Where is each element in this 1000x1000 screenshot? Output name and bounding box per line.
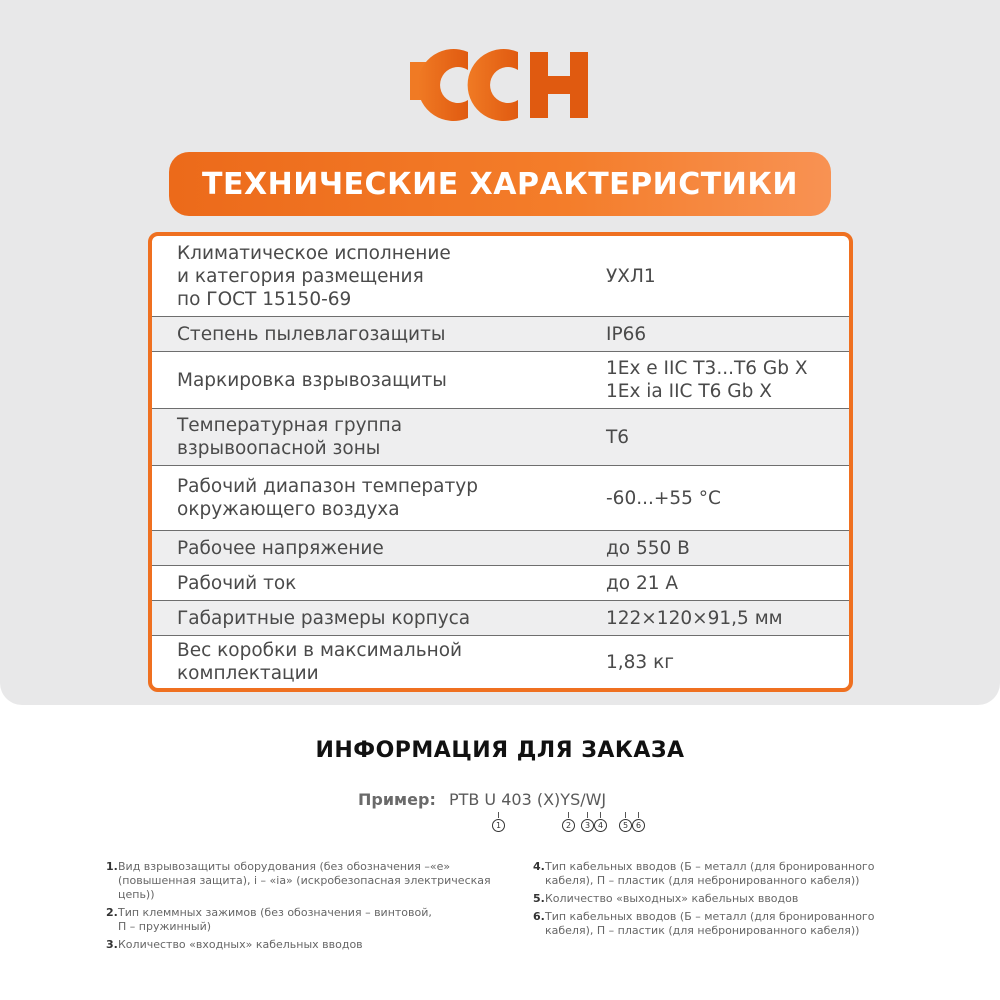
note-number: 3.	[106, 938, 118, 951]
marker-number: 1	[492, 819, 505, 832]
code-marker	[619, 812, 631, 832]
spec-value: 1,83 кг	[606, 651, 674, 673]
cci-logo	[410, 40, 590, 130]
spec-label: Маркировка взрывозащиты	[177, 369, 447, 391]
page-title: ТЕХНИЧЕСКИЕ ХАРАКТЕРИСТИКИ	[202, 166, 798, 202]
spec-label: Рабочий диапазон температур окружающего воздуха	[177, 476, 478, 520]
order-example	[358, 790, 606, 809]
spec-row	[152, 531, 849, 565]
code-marker	[492, 812, 504, 832]
spec-label: Рабочий ток	[177, 572, 297, 594]
note-number: 4.	[533, 860, 545, 873]
spec-row	[152, 236, 849, 316]
note-text: Количество «входных» кабельных вводов	[118, 938, 363, 951]
spec-label: Рабочее напряжение	[177, 537, 384, 559]
order-info-title: ИНФОРМАЦИЯ ДЛЯ ЗАКАЗА	[315, 738, 685, 763]
spec-label: Степень пылевлагозащиты	[177, 323, 446, 345]
spec-row	[152, 636, 849, 688]
note-number: 6.	[533, 910, 545, 923]
spec-value: 122×120×91,5 мм	[606, 607, 783, 629]
note-text: Тип кабельных вводов (Б – металл (для бронированного кабеля), П – пластик (для небронированного кабеля))	[545, 860, 875, 887]
order-note	[533, 860, 913, 888]
spec-table	[148, 232, 853, 692]
spec-row	[152, 566, 849, 600]
note-text: Вид взрывозащиты оборудования (без обозначения –«e» (повышенная защита), i – «ia» (искробезопасная электрическая цепь))	[118, 860, 491, 901]
note-number: 2.	[106, 906, 118, 919]
marker-number: 6	[632, 819, 645, 832]
marker-number: 3	[581, 819, 594, 832]
order-note	[533, 892, 913, 906]
note-text: Тип кабельных вводов (Б – металл (для бронированного кабеля), П – пластик (для небронированного кабеля))	[545, 910, 875, 937]
spec-value: -60...+55 °С	[606, 487, 721, 509]
order-note	[533, 910, 913, 938]
code-markers	[0, 812, 1000, 836]
order-note	[106, 860, 516, 902]
spec-row	[152, 317, 849, 351]
spec-row	[152, 352, 849, 408]
spec-value: до 550 В	[606, 537, 690, 559]
order-notes-left	[106, 860, 516, 956]
spec-value: IP66	[606, 323, 647, 345]
spec-value: Т6	[606, 426, 630, 448]
spec-row	[152, 409, 849, 465]
spec-label: Климатическое исполнение и категория размещения по ГОСТ 15150-69	[177, 242, 451, 310]
order-notes-right	[533, 860, 913, 942]
spec-label: Температурная группа взрывоопасной зоны	[177, 415, 403, 459]
code-marker	[632, 812, 644, 832]
marker-number: 5	[619, 819, 632, 832]
order-note	[106, 938, 516, 952]
spec-value: УХЛ1	[606, 265, 656, 287]
example-code: РТВ U 403 (X)YS/WJ	[448, 790, 607, 809]
code-marker	[581, 812, 593, 832]
spec-label: Габаритные размеры корпуса	[177, 607, 471, 629]
code-marker	[594, 812, 606, 832]
note-number: 1.	[106, 860, 118, 873]
note-text: Тип клеммных зажимов (без обозначения – винтовой, П – пружинный)	[118, 906, 432, 933]
note-text: Количество «выходных» кабельных вводов	[545, 892, 799, 905]
order-note	[106, 906, 516, 934]
spec-row	[152, 601, 849, 635]
spec-row	[152, 466, 849, 530]
code-marker	[562, 812, 574, 832]
title-banner	[169, 152, 831, 216]
marker-number: 4	[594, 819, 607, 832]
example-label: Пример:	[358, 790, 436, 809]
spec-label: Вес коробки в максимальной комплектации	[177, 640, 463, 684]
spec-value: 1Ex e IIC T3...T6 Gb X 1Ex ia IIC T6 Gb X	[606, 358, 808, 402]
note-number: 5.	[533, 892, 545, 905]
spec-value: до 21 А	[606, 572, 679, 594]
marker-number: 2	[562, 819, 575, 832]
